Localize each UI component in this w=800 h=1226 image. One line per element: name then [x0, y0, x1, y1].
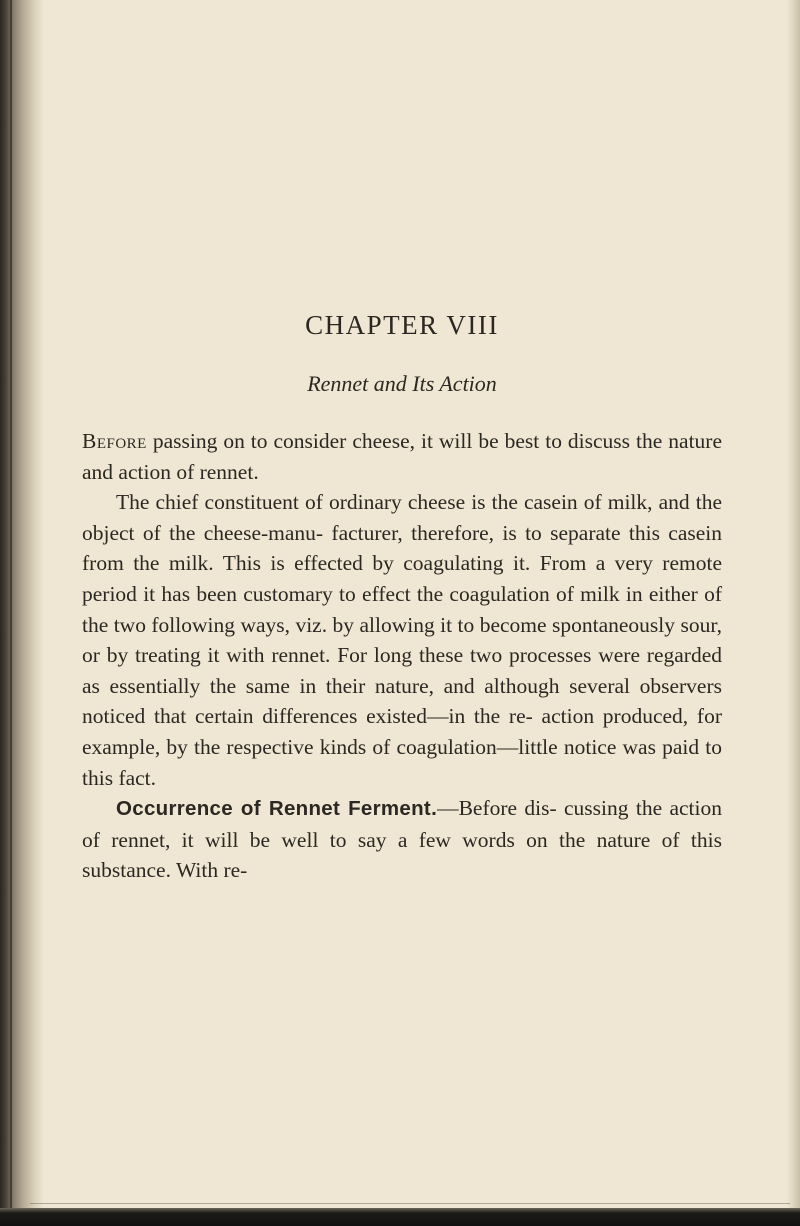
paragraph-2: The chief constituent of ordinary cheese is the casein of milk, and the object of the cheese-manu- facturer, therefore, is to separate this casein from the milk. This is effected by coagulating it. From a very remote period it has been customary to effect the coagulation of milk in either of the two following ways, viz. by allowing it to become spontaneously sour, or by treating it with rennet. For long these two processes were regarded as essentially the same in their nature, and although several observers noticed that certain differences existed—in the re- action produced, for example, by the respective kinds of coagulation—little notice was paid to this fact. [82, 490, 722, 790]
body-text [82, 426, 722, 886]
chapter-subtitle: Rennet and Its Action [307, 371, 497, 396]
paragraph-3-text: —Before dis- cussing the action of rennet, it will be well to say a few words on the nature of this substance. With re- [82, 796, 722, 883]
page-content [82, 0, 722, 1226]
paragraph-3 [82, 793, 722, 886]
paragraph-1 [82, 426, 722, 487]
page-right-edge [786, 0, 800, 1226]
paragraph-1-text: passing on to consider cheese, it will be best to discuss the nature and action of rennet. [82, 429, 722, 484]
paragraph-lead-word: Before [82, 429, 147, 453]
section-heading: Occurrence of Rennet Ferment. [116, 797, 438, 821]
chapter-heading: CHAPTER VIII [305, 310, 499, 340]
binding-gutter [0, 0, 44, 1226]
binding-line [10, 0, 12, 1226]
